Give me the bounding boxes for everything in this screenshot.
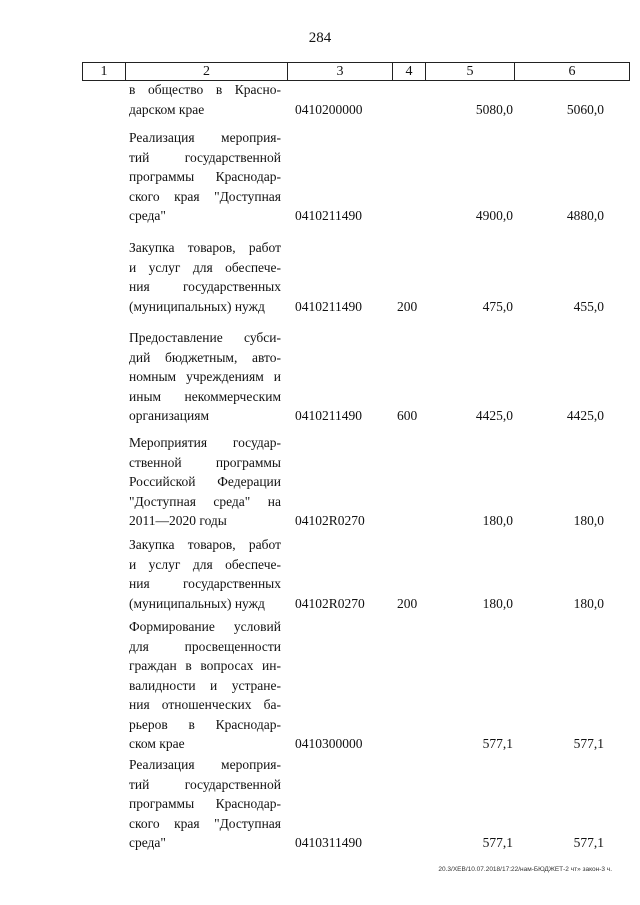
row-name-line: иным некоммерческим (129, 388, 281, 404)
row-value-col6: 455,0 (573, 298, 604, 314)
row-name-line: ском крае (129, 736, 185, 751)
row-name-line: ния государственных (129, 279, 281, 294)
row-code: 0410211490 (295, 408, 362, 423)
header-col-3: 3 (287, 63, 392, 80)
row-value-col6: 577,1 (573, 736, 604, 751)
row-name-line: Предоставление субси- (129, 330, 281, 345)
row-name (129, 535, 281, 613)
row-code: 0410211490 (295, 208, 362, 223)
header-col-2: 2 (125, 63, 287, 80)
row-value-col5: 4425,0 (475, 408, 513, 423)
row-code: 0410200000 (295, 101, 363, 117)
row-value-col5: 4900,0 (475, 208, 513, 223)
row-name-line: тий государственной (129, 149, 281, 165)
row-value-col6: 5060,0 (566, 101, 604, 117)
row-name (129, 433, 281, 531)
row-name-line: Закупка товаров, работ (129, 537, 281, 552)
row-name-line: ния отношенческих ба- (129, 697, 281, 712)
row-value-col5: 475,0 (482, 298, 513, 314)
row-value-col6: 4880,0 (566, 208, 604, 223)
row-name-line: 2011—2020 годы (129, 513, 227, 528)
row-name-line: "Доступная среда" на (129, 493, 281, 509)
row-name-line: для просвещенности (129, 638, 281, 654)
row-code: 04102R0270 (295, 595, 365, 611)
row-name-line: Реализация мероприя- (129, 757, 281, 772)
row-name-line: ственной программы (129, 454, 281, 470)
row-name-line: программы Краснодар- (129, 169, 281, 184)
row-name-line: рьеров в Краснодар- (129, 716, 281, 732)
row-name-line: номным учреждениям и (129, 369, 281, 384)
row-value-col6: 180,0 (573, 595, 604, 611)
row-name-line: и услуг для обеспече- (129, 259, 281, 275)
row-name-line: ского края "Доступная (129, 188, 281, 204)
row-name-line: программы Краснодар- (129, 796, 281, 811)
row-name-line: граждан в вопросах ин- (129, 658, 281, 673)
row-name-line: валидности и устране- (129, 677, 281, 693)
row-name (129, 80, 281, 119)
row-name-line: и услуг для обеспече- (129, 556, 281, 572)
row-name-line: (муниципальных) нужд (129, 298, 265, 314)
row-name-line: среда" (129, 208, 166, 223)
row-name-line: дий бюджетным, авто- (129, 349, 281, 365)
row-name-line: Российской Федерации (129, 474, 281, 489)
page-number: 284 (308, 30, 332, 46)
row-name (129, 755, 281, 853)
row-name-line: ния государственных (129, 576, 281, 591)
header-col-1: 1 (100, 64, 108, 79)
row-name-line: (муниципальных) нужд (129, 595, 265, 611)
header-col-5: 5 (425, 63, 514, 80)
row-name-line: дарском крае (129, 101, 205, 117)
row-value-col5: 180,0 (482, 595, 513, 611)
row-value-col6: 577,1 (573, 835, 604, 850)
row-value-col5: 577,1 (482, 835, 513, 850)
row-name-line: среда" (129, 835, 166, 850)
row-name-line: Реализация мероприя- (129, 130, 281, 145)
table-header-row (82, 62, 630, 81)
row-name-line: Формирование условий (129, 619, 281, 634)
row-name-line: Мероприятия государ- (129, 435, 281, 450)
row-name (129, 328, 281, 426)
row-name-line: Закупка товаров, работ (129, 240, 281, 255)
row-name (129, 617, 281, 754)
row-name-line: ского края "Доступная (129, 815, 281, 831)
row-name-line: тий государственной (129, 776, 281, 792)
row-type: 200 (397, 595, 418, 611)
row-type: 200 (397, 298, 418, 314)
row-name-line: в общество в Красно- (129, 82, 281, 97)
footer-stamp: 20.3/XEB/10.07.2018/17:22/нам-БЮДЖЕТ-2 чт» закон-3 ч. (438, 866, 612, 873)
row-value-col6: 4425,0 (566, 408, 604, 423)
row-value-col6: 180,0 (573, 513, 604, 528)
row-name (129, 238, 281, 316)
row-code: 0410211490 (295, 298, 362, 314)
row-value-col5: 5080,0 (475, 101, 513, 117)
header-col-6: 6 (514, 63, 629, 80)
row-value-col5: 577,1 (482, 736, 513, 751)
row-value-col5: 180,0 (482, 513, 513, 528)
row-code: 04102R0270 (295, 513, 365, 528)
header-col-4: 4 (392, 63, 425, 80)
row-code: 0410300000 (295, 736, 363, 751)
row-code: 0410311490 (295, 835, 362, 850)
row-name (129, 128, 281, 226)
row-type: 600 (397, 408, 418, 423)
row-name-line: организациям (129, 408, 210, 423)
